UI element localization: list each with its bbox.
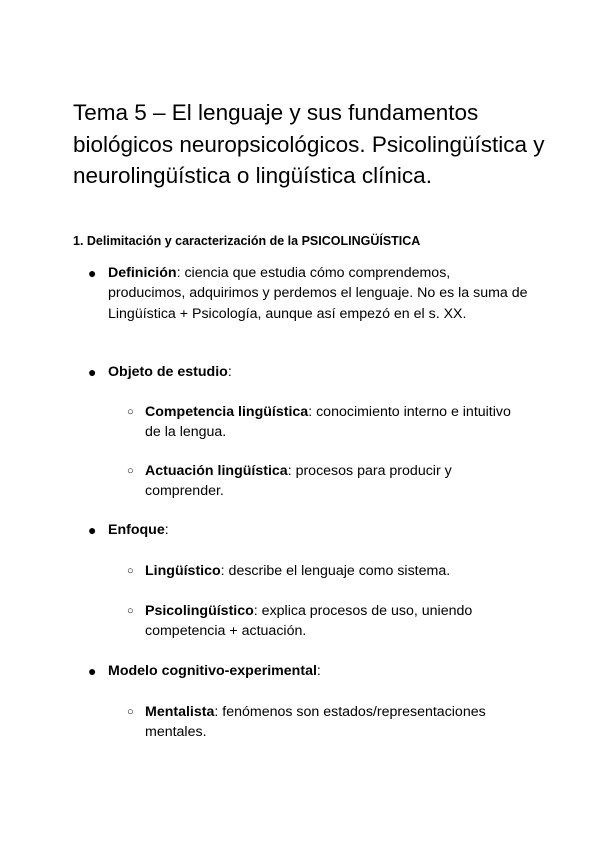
sub-bullet-icon: ○ — [127, 706, 134, 718]
item-text: : — [227, 364, 232, 380]
list-item-modelo — [108, 661, 528, 681]
sub-bullet-icon: ○ — [127, 465, 134, 477]
bullet-icon: ● — [88, 364, 97, 380]
list-item-competencia — [145, 402, 525, 443]
page-title: Tema 5 – El lenguaje y sus fundamentos biológicos neuropsicológicos. Psicolingüística y neurolingüística o lingüística clínica. — [73, 100, 545, 188]
sub-bullet-icon: ○ — [127, 565, 134, 577]
item-text: : procesos para producir y comprender. — [145, 463, 452, 500]
sub-bullet-icon: ○ — [127, 605, 134, 617]
item-term: Modelo cognitivo-experimental — [108, 663, 317, 679]
list-item-definicion — [108, 263, 528, 324]
list-item-objeto — [108, 362, 528, 382]
item-text: : — [164, 522, 169, 538]
item-text: : ciencia que estudia cómo comprendemos, producimos, adquirimos y perdemos el lenguaje. No es la suma de Lingüística + Psicología, aunque así empezó en el s. XX. — [108, 265, 528, 322]
list-item-psicolinguistico — [145, 601, 525, 642]
list-item-linguistico — [145, 561, 525, 581]
item-text: : explica procesos de uso, uniendo competencia + actuación. — [145, 603, 473, 640]
item-term: Objeto de estudio — [108, 364, 228, 380]
item-term: Actuación lingüística — [145, 463, 288, 479]
item-text: : — [316, 663, 321, 679]
item-term: Psicolingüístico — [145, 603, 254, 619]
list-item-actuacion — [145, 461, 525, 502]
item-term: Competencia lingüística — [145, 404, 309, 420]
item-term: Mentalista — [145, 704, 215, 720]
item-term: Definición — [108, 265, 177, 281]
bullet-icon: ● — [88, 265, 97, 281]
bullet-icon: ● — [88, 522, 97, 538]
item-term: Enfoque — [108, 522, 165, 538]
item-text: : describe el lenguaje como sistema. — [220, 563, 451, 579]
list-item-mentalista — [145, 702, 525, 743]
list-item-enfoque — [108, 520, 528, 540]
sub-bullet-icon: ○ — [127, 406, 134, 418]
section-heading: 1. Delimitación y caracterización de la PSICOLINGÜÍSTICA — [73, 234, 421, 248]
item-text: : conocimiento interno e intuitivo de la lengua. — [145, 404, 511, 441]
item-term: Lingüístico — [145, 563, 221, 579]
item-text: : fenómenos son estados/representaciones mentales. — [145, 704, 486, 741]
bullet-icon: ● — [88, 663, 97, 679]
